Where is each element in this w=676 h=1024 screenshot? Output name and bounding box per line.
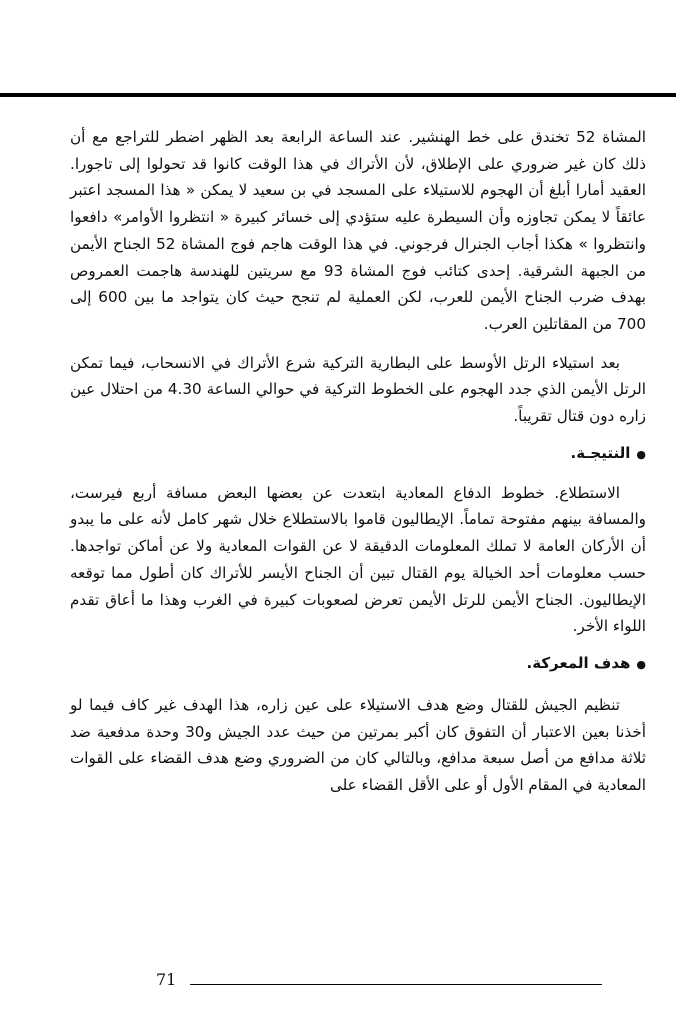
page-number: 71 (156, 970, 177, 989)
section-heading-result (70, 440, 646, 468)
paragraph: بعد استيلاء الرتل الأوسط على البطارية التركية شرع الأتراك في الانسحاب، فيما تمكن الرتل الأيمن الذي جدد الهجوم على الخطوط التركية في حوالي الساعة 4.30 من احتلال عين زاره دون قتال تقريباً. (70, 353, 646, 426)
bullet-icon: ● (636, 657, 646, 671)
footer-rule (190, 984, 602, 985)
paragraph: الاستطلاع. خطوط الدفاع المعادية ابتعدت عن بعضها البعض مسافة أربع فيرست، والمسافة بينهم مفتوحة تماماً. الإيطاليون قاموا بالاستطلاع خلال شهر كامل لأنه على ما يبدو أن الأركان العامة لا تملك المعلومات الدقيقة لا عن القوات المعادية ولا عن أماكن تواجدها. حسب معلومات أحد الخيالة يوم القتال تبين أن الجناح الأيسر للأتراك كان أطول مما توقعه الإيطاليون. الجناح الأيمن للرتل الأيمن تعرض لصعوبات كبيرة في الغرب وهذا ما أعاق تقدم اللواء الأخر. (70, 483, 646, 636)
header-rule (0, 93, 676, 97)
page-body (70, 124, 646, 799)
paragraph: المشاة 52 تخندق على خط الهنشير. عند الساعة الرابعة بعد الظهر اضطر للتراجع مع أن ذلك كان غير ضروري على الإطلاق، لأن الأتراك في هذا الوقت كانوا قد تحولوا إلى تاجورا. العقيد أمارا أبلغ أن الهجوم للاستيلاء على المسجد في بن سعيد لا يمكن « هذا المسجد اعتبر عائقاً لا يمكن تجاوزه وأن السيطرة عليه ستؤدي إلى خسائر كبيرة « انتظروا الأوامر» دافعوا وانتظروا » هكذا أجاب الجنرال فرجوني. في هذا الوقت هاجم فوج المشاة 52 الجناح الأيمن من الجبهة الشرقية. إحدى كتائب فوج المشاة 93 مع سريتين للهندسة هاجمت العمروص بهدف ضرب الجناح الأيمن للعرب، لكن العملية لم تنجح حيث كان يتواجد ما بين 600 إلى 700 من المقاتلين العرب. (70, 128, 646, 333)
section-heading-battle-goal (70, 650, 646, 678)
section-heading-label: هدف المعركة. (526, 653, 631, 672)
paragraph: تنظيم الجيش للقتال وضع هدف الاستيلاء على عين زاره، هذا الهدف غير كاف فيما لو أخذنا بعين الاعتبار أن التفوق كان أكبر بمرتين من حيث عدد الجيش و30 وحدة مدفعية ضد ثلاثة مدافع من أصل سبعة مدافع، وبالتالي كان من الضروري وضع هدف القضاء على القوات المعادية في المقام الأول أو على الأقل القضاء على (70, 695, 646, 795)
bullet-icon: ● (636, 447, 646, 461)
section-heading-label: النتيجـة. (570, 443, 631, 462)
page-footer (0, 968, 676, 998)
